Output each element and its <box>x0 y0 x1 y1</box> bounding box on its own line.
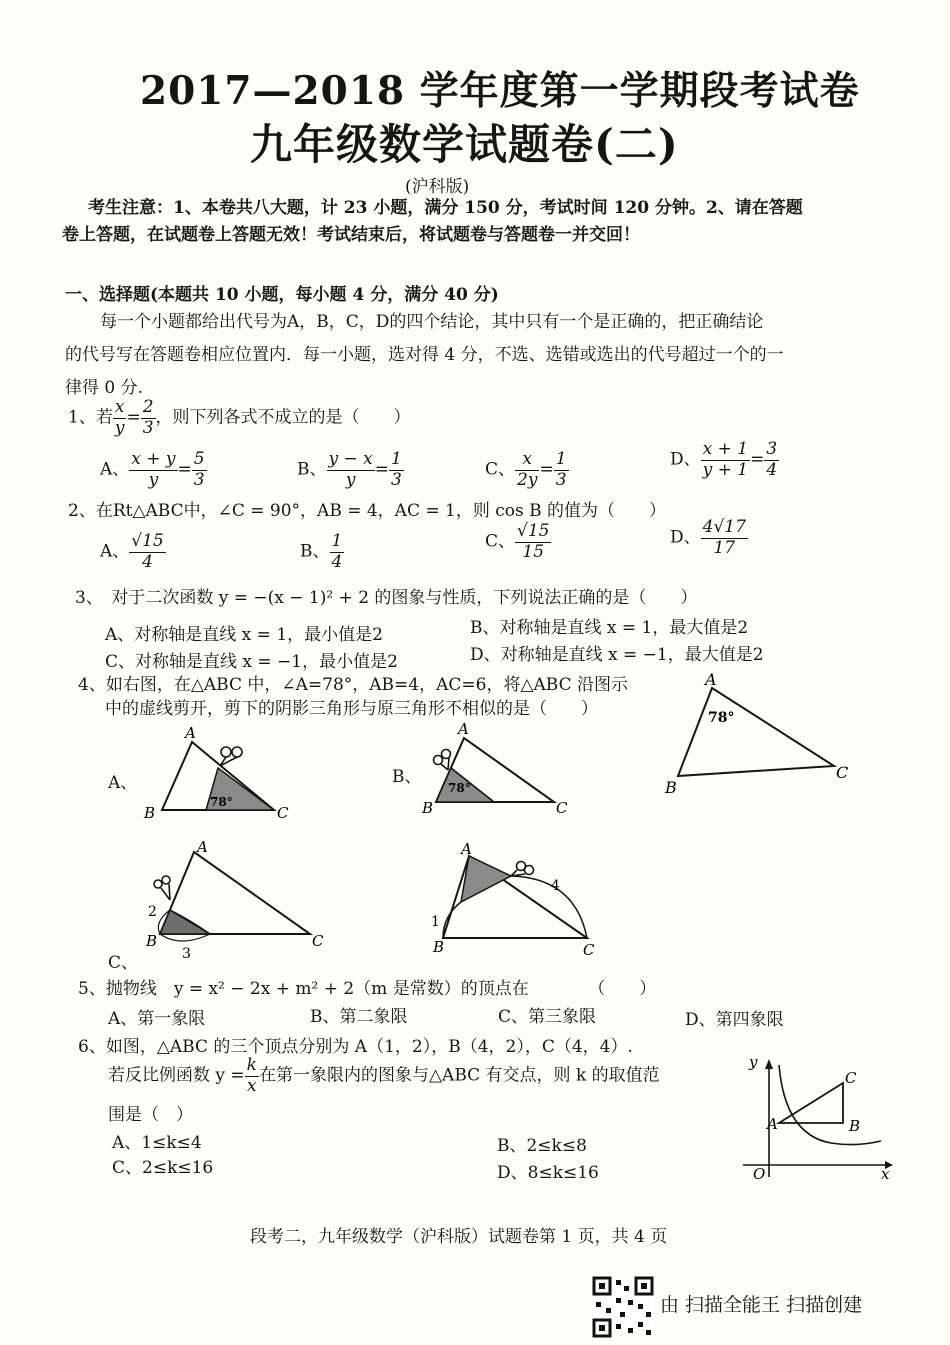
notice-line-1: 考生注意：1、本卷共八大题，计 23 小题，满分 150 分，考试时间 120 分钟。2、请在答题 <box>88 198 803 218</box>
q6-option-b: B、2≤k≤8 <box>497 1136 587 1156</box>
question-6-line-3: 围是（ ） <box>108 1105 193 1125</box>
q1-frac-right: $\frac{2}{3}$ <box>142 397 154 438</box>
svg-text:B: B <box>433 938 445 956</box>
svg-text:B: B <box>849 1117 861 1135</box>
q4-fig-a-label: A、 <box>108 773 138 793</box>
svg-text:A: A <box>458 720 469 738</box>
q2-option-c: C、 $\frac{√15}{15}$ <box>485 521 550 562</box>
scissors-icon <box>434 750 451 771</box>
q3-option-b: B、对称轴是直线 x = 1，最大值是2 <box>470 618 749 638</box>
q5-option-c: C、第三象限 <box>498 1007 597 1027</box>
q1-suffix: ，则下列各式不成立的是（ ） <box>155 407 411 428</box>
scissors-icon <box>154 876 170 900</box>
exam-title: 2017—2018 学年度第一学期段考试卷 <box>140 68 860 114</box>
section-instruction-2: 的代号写在答题卷相应位置内．每一小题，选对得 4 分，不选、选错或选出的代号超过一个的一 <box>65 345 784 365</box>
question-2-stem: 2、在Rt△ABC中，∠C = 90°，AB = 4，AC = 1，则 cos B 的值为（ ） <box>68 501 667 521</box>
section-instruction-1: 每一个小题都给出代号为A，B，C，D的四个结论，其中只有一个是正确的，把正确结论 <box>100 312 764 332</box>
svg-text:B: B <box>144 804 156 822</box>
q4-figure-d <box>425 838 605 958</box>
q4-reference-triangle <box>660 672 860 797</box>
q1-option-c: C、 $\frac{x}{2y}$ = $\frac{1}{3}$ <box>485 449 567 490</box>
q1-option-d: D、 $\frac{x + 1}{y + 1}$ = $\frac{3}{4}$ <box>670 439 778 480</box>
q5-option-b: B、第二象限 <box>310 1007 408 1027</box>
q2-option-d: D、 $\frac{4√17}{17}$ <box>670 517 746 558</box>
q3-option-d: D、对称轴是直线 x = −1，最大值是2 <box>470 645 764 665</box>
svg-text:C: C <box>312 932 324 950</box>
q4-figure-a <box>140 720 310 825</box>
svg-text:O: O <box>753 1165 766 1180</box>
svg-text:A: A <box>767 1115 778 1133</box>
scissors-icon <box>511 862 534 877</box>
scissors-icon <box>220 747 242 766</box>
svg-text:78°: 78° <box>708 710 735 726</box>
svg-text:A: A <box>185 724 196 742</box>
q1-equals: = <box>126 407 141 428</box>
svg-text:y: y <box>749 1055 758 1071</box>
q5-option-a: A、第一象限 <box>108 1009 206 1029</box>
section-heading: 一、选择题(本题共 10 小题，每小题 4 分，满分 40 分) <box>65 285 499 305</box>
q4-fig-b-label: B、 <box>392 767 422 787</box>
exam-subtitle: 九年级数学试题卷(二) <box>250 120 679 169</box>
question-4-line-1: 4、如右图，在△ABC 中，∠A=78°，AB=4，AC=6，将△ABC 沿图示 <box>78 675 629 695</box>
q4-fig-c-label: C、 <box>108 953 139 973</box>
svg-text:C: C <box>583 941 595 958</box>
svg-text:C: C <box>836 763 849 782</box>
svg-text:x: x <box>881 1165 890 1180</box>
q3-option-a: A、对称轴是直线 x = 1，最小值是2 <box>105 625 383 645</box>
svg-text:1: 1 <box>431 914 440 930</box>
scanner-watermark: 由 扫描全能王 扫描创建 <box>660 1294 863 1316</box>
question-6-line-1: 6、如图，△ABC 的三个顶点分别为 A（1，2），B（4，2），C（4，4）. <box>78 1037 633 1057</box>
q1-frac-left: $\frac{x}{y}$ <box>114 397 125 438</box>
q3-option-c: C、对称轴是直线 x = −1，最小值是2 <box>105 652 398 672</box>
q6-option-c: C、2≤k≤16 <box>112 1158 214 1178</box>
svg-text:C: C <box>845 1069 857 1087</box>
notice-line-2: 卷上答题，在试题卷上答题无效！考试结束后，将试题卷与答题卷一并交回！ <box>62 225 640 245</box>
svg-text:2: 2 <box>148 904 157 920</box>
q4-figure-b <box>420 718 580 823</box>
svg-text:B: B <box>665 778 677 797</box>
edition-label: (沪科版) <box>405 177 470 197</box>
question-6-line-2: 若反比例函数 y = $\frac{k}{x}$ 在第一象限内的图象与△ABC 有交点，则 k 的取值范 <box>108 1055 660 1096</box>
q2-option-a: A、 $\frac{√15}{4}$ <box>100 531 164 572</box>
q1-prefix: 1、若 <box>68 407 113 428</box>
qr-code-icon <box>592 1276 654 1338</box>
q6-option-d: D、8≤k≤16 <box>497 1163 599 1183</box>
svg-text:A: A <box>705 672 717 689</box>
svg-text:78°: 78° <box>448 781 471 795</box>
q6-coordinate-graph <box>735 1055 895 1180</box>
svg-text:4: 4 <box>551 878 560 894</box>
section-instruction-3: 律得 0 分. <box>65 378 144 398</box>
svg-text:A: A <box>197 840 208 856</box>
question-5-stem: 5、抛物线 y = x² − 2x + m² + 2（m 是常数）的顶点在 （ ） <box>78 979 657 999</box>
q1-option-a: A、 $\frac{x + y}{y}$ = $\frac{5}{3}$ <box>100 449 205 490</box>
q1-option-b: B、 $\frac{y - x}{y}$ = $\frac{1}{3}$ <box>297 449 402 490</box>
svg-text:A: A <box>461 840 472 858</box>
q2-option-b: B、 $\frac{1}{4}$ <box>300 531 343 572</box>
q5-option-d: D、第四象限 <box>685 1010 784 1030</box>
page-footer: 段考二，九年级数学（沪科版）试题卷第 1 页，共 4 页 <box>250 1227 668 1247</box>
svg-text:B: B <box>422 799 434 817</box>
question-1-stem <box>68 398 411 438</box>
svg-text:C: C <box>556 799 568 817</box>
svg-text:3: 3 <box>182 946 191 960</box>
question-3-stem: 3、 对于二次函数 y = −(x − 1)² + 2 的图象与性质，下列说法正确的是（ ） <box>75 588 698 608</box>
svg-text:78°: 78° <box>210 795 233 809</box>
q4-figure-c <box>140 840 340 960</box>
q6-option-a: A、1≤k≤4 <box>112 1133 202 1153</box>
svg-text:C: C <box>277 804 289 822</box>
svg-text:B: B <box>146 932 158 950</box>
question-4-line-2: 中的虚线剪开，剪下的阴影三角形与原三角形不相似的是（ ） <box>105 699 598 719</box>
